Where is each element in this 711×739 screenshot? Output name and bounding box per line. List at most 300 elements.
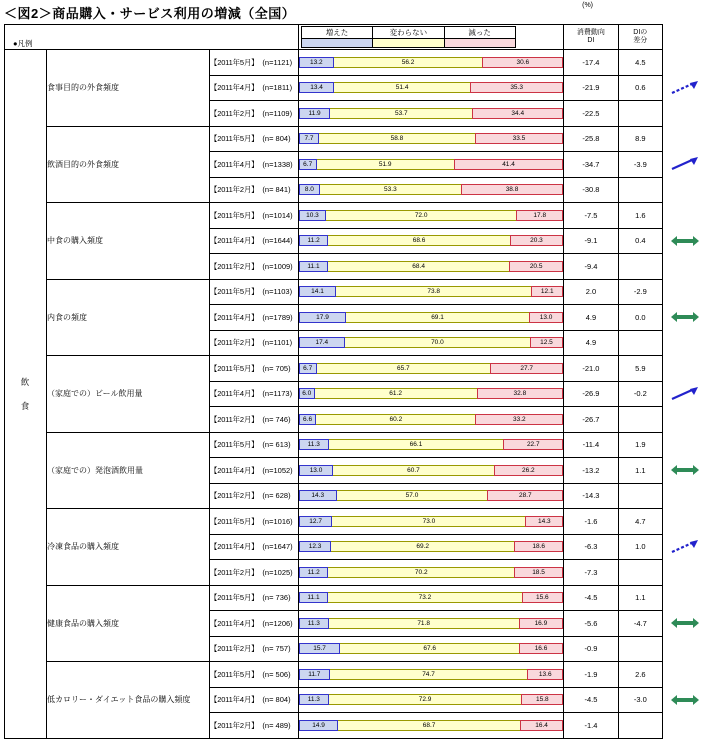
bar-segment-unchanged: 53.3	[320, 184, 461, 195]
bar-segment-unchanged: 70.0	[345, 337, 530, 348]
arrow-up-icon	[670, 387, 700, 401]
bar-segment-unchanged: 57.0	[337, 490, 488, 501]
di-diff-value: 1.6	[618, 203, 662, 229]
bar-cell	[298, 75, 563, 101]
period-label: 【2011年4月】	[209, 465, 259, 475]
di-value: -13.2	[564, 458, 618, 484]
bar-segment-increased: 11.2	[299, 567, 329, 578]
period-n-cell	[209, 279, 298, 305]
stacked-bar	[299, 261, 563, 272]
di-value: -1.9	[564, 662, 618, 688]
period-n-cell	[209, 407, 298, 433]
bar-cell	[298, 560, 563, 586]
sample-size: (n=1647)	[262, 542, 293, 552]
period-label: 【2011年5月】	[209, 593, 259, 603]
period-label: 【2011年5月】	[209, 287, 259, 297]
bar-segment-decreased: 18.6	[514, 541, 563, 552]
header-arrow-spacer	[663, 25, 707, 50]
di-value: -4.5	[564, 585, 618, 611]
bar-segment-unchanged: 73.2	[328, 592, 522, 603]
sample-size: (n= 746)	[262, 414, 291, 424]
di-value: -21.0	[564, 356, 618, 382]
di-diff-value: 1.0	[618, 534, 662, 560]
bar-segment-increased: 17.9	[299, 312, 346, 323]
period-n-cell	[209, 509, 298, 535]
di-diff-value	[618, 483, 662, 509]
stacked-bar	[299, 286, 563, 297]
bar-segment-unchanged: 74.7	[330, 669, 528, 680]
sample-size: (n=1644)	[262, 236, 293, 246]
di-value: -9.4	[564, 254, 618, 280]
period-n-cell	[209, 560, 298, 586]
di-diff-value	[618, 636, 662, 662]
item-label: 低カロリー・ダイエット食品の購入頻度	[46, 662, 209, 739]
di-value: -4.5	[564, 687, 618, 713]
bar-segment-unchanged: 68.6	[328, 235, 509, 246]
sample-size: (n=1014)	[262, 210, 293, 220]
di-diff-value: -0.2	[618, 381, 662, 407]
bar-segment-decreased: 26.2	[494, 465, 563, 476]
di-value: 4.9	[564, 330, 618, 356]
bar-segment-decreased: 38.8	[461, 184, 564, 195]
di-value: -22.5	[564, 101, 618, 127]
di-diff-value: -3.0	[618, 687, 662, 713]
bar-segment-decreased: 16.6	[519, 643, 563, 654]
item-label: （家庭での）ビール飲用量	[46, 356, 209, 433]
period-n-cell	[209, 432, 298, 458]
stacked-bar	[299, 210, 563, 221]
sample-size: (n=1206)	[262, 618, 293, 628]
period-label: 【2011年2月】	[209, 491, 259, 501]
di-value: -26.9	[564, 381, 618, 407]
di-value: -0.9	[564, 636, 618, 662]
stacked-bar	[299, 337, 563, 348]
stacked-bar	[299, 108, 563, 119]
bar-segment-decreased: 16.4	[520, 720, 563, 731]
sample-size: (n=1121)	[262, 57, 293, 67]
bar-cell	[298, 509, 563, 535]
period-label: 【2011年2月】	[209, 720, 259, 730]
bar-cell	[298, 381, 563, 407]
di-value: 4.9	[564, 305, 618, 331]
di-diff-value: 1.1	[618, 458, 662, 484]
bar-segment-unchanged: 68.7	[338, 720, 520, 731]
bar-segment-unchanged: 69.2	[331, 541, 514, 552]
bar-segment-unchanged: 68.4	[328, 261, 509, 272]
di-value: -26.7	[564, 407, 618, 433]
bar-segment-decreased: 35.3	[470, 82, 563, 93]
bar-segment-decreased: 13.6	[527, 669, 563, 680]
bar-cell	[298, 585, 563, 611]
period-label: 【2011年5月】	[209, 669, 259, 679]
sample-size: (n=1103)	[262, 287, 293, 297]
bar-segment-increased: 10.3	[299, 210, 326, 221]
bar-segment-decreased: 15.6	[522, 592, 563, 603]
stacked-bar	[299, 669, 563, 680]
bar-segment-increased: 11.1	[299, 592, 328, 603]
bar-segment-unchanged: 73.8	[336, 286, 531, 297]
period-label: 【2011年2月】	[209, 185, 259, 195]
table-row	[5, 126, 708, 152]
item-label: 冷凍食品の購入頻度	[46, 509, 209, 586]
item-label: 飲酒目的の外食頻度	[46, 126, 209, 203]
bar-segment-increased: 14.9	[299, 720, 338, 731]
period-label: 【2011年4月】	[209, 236, 259, 246]
sample-size: (n=1101)	[262, 338, 293, 348]
bar-segment-decreased: 28.7	[487, 490, 563, 501]
di-diff-value: 4.5	[618, 50, 662, 76]
di-diff-value	[618, 330, 662, 356]
bar-cell	[298, 407, 563, 433]
sample-size: (n=1025)	[262, 567, 293, 577]
stacked-bar	[299, 312, 563, 323]
di-diff-value: 5.9	[618, 356, 662, 382]
bar-cell	[298, 687, 563, 713]
bar-segment-increased: 11.3	[299, 439, 329, 450]
bar-segment-unchanged: 71.8	[329, 618, 519, 629]
bar-segment-increased: 13.2	[299, 57, 334, 68]
bar-segment-unchanged: 51.4	[334, 82, 470, 93]
period-n-cell	[209, 381, 298, 407]
bar-segment-unchanged: 56.2	[334, 57, 483, 68]
item-label: 内食の頻度	[46, 279, 209, 356]
stacked-bar	[299, 235, 563, 246]
legend-note: ●凡例	[13, 39, 33, 48]
table-row	[5, 432, 708, 458]
bar-segment-decreased: 30.6	[482, 57, 563, 68]
di-diff-value	[618, 101, 662, 127]
di-value: -34.7	[564, 152, 618, 178]
stacked-bar	[299, 618, 563, 629]
period-label: 【2011年2月】	[209, 644, 259, 654]
sample-size: (n= 841)	[262, 185, 291, 195]
bar-cell	[298, 458, 563, 484]
bar-segment-increased: 6.0	[299, 388, 315, 399]
period-n-cell	[209, 305, 298, 331]
bar-cell	[298, 126, 563, 152]
bar-segment-unchanged: 60.7	[333, 465, 494, 476]
sample-size: (n=1109)	[262, 108, 293, 118]
bar-segment-decreased: 18.5	[514, 567, 563, 578]
stacked-bar	[299, 516, 563, 527]
bar-segment-decreased: 20.5	[509, 261, 563, 272]
di-diff-value: 4.7	[618, 509, 662, 535]
period-label: 【2011年4月】	[209, 312, 259, 322]
bar-cell	[298, 483, 563, 509]
bar-segment-increased: 7.7	[299, 133, 319, 144]
sample-size: (n=1173)	[262, 389, 293, 399]
di-diff-value: -3.9	[618, 152, 662, 178]
stacked-bar	[299, 465, 563, 476]
bar-segment-unchanged: 72.0	[326, 210, 516, 221]
period-n-cell	[209, 458, 298, 484]
period-label: 【2011年4月】	[209, 159, 259, 169]
period-label: 【2011年4月】	[209, 542, 259, 552]
bar-segment-unchanged: 67.6	[340, 643, 519, 654]
di-diff-value: 0.4	[618, 228, 662, 254]
bar-segment-decreased: 14.3	[525, 516, 563, 527]
trend-arrow-cell	[663, 279, 707, 356]
sample-size: (n=1016)	[262, 516, 293, 526]
bar-segment-decreased: 13.0	[529, 312, 563, 323]
bar-cell	[298, 203, 563, 229]
di-value: -5.6	[564, 611, 618, 637]
bar-segment-increased: 13.0	[299, 465, 333, 476]
bar-segment-decreased: 41.4	[454, 159, 563, 170]
period-n-cell	[209, 203, 298, 229]
di-diff-value	[618, 713, 662, 739]
bar-segment-unchanged: 61.2	[315, 388, 477, 399]
bar-segment-increased: 6.7	[299, 363, 317, 374]
sample-size: (n=1009)	[262, 261, 293, 271]
sample-size: (n= 705)	[262, 363, 291, 373]
stacked-bar	[299, 184, 563, 195]
item-label: 中食の購入頻度	[46, 203, 209, 280]
di-value: -7.5	[564, 203, 618, 229]
di-diff-value: 1.1	[618, 585, 662, 611]
bar-segment-increased: 11.9	[299, 108, 330, 119]
bar-segment-increased: 11.1	[299, 261, 328, 272]
bar-segment-increased: 15.7	[299, 643, 341, 654]
period-label: 【2011年5月】	[209, 57, 259, 67]
bar-segment-increased: 11.3	[299, 618, 329, 629]
period-n-cell	[209, 356, 298, 382]
period-label: 【2011年2月】	[209, 261, 259, 271]
period-n-cell	[209, 687, 298, 713]
legend-table	[301, 26, 516, 48]
header-di: 消費動向 DI	[564, 25, 618, 50]
table-row	[5, 279, 708, 305]
legend-bar-header	[298, 25, 563, 50]
legend-label-unchanged: 変わらない	[373, 27, 444, 39]
di-diff-value	[618, 177, 662, 203]
arrow-up-dotted-icon	[670, 81, 700, 95]
bar-cell	[298, 330, 563, 356]
stacked-bar	[299, 133, 563, 144]
period-n-cell	[209, 152, 298, 178]
di-value: -21.9	[564, 75, 618, 101]
bar-segment-increased: 17.4	[299, 337, 345, 348]
legend-cell	[5, 25, 299, 50]
period-n-cell	[209, 662, 298, 688]
bar-cell	[298, 432, 563, 458]
period-n-cell	[209, 254, 298, 280]
di-value: -9.1	[564, 228, 618, 254]
trend-arrow-cell	[663, 126, 707, 203]
bar-segment-unchanged: 66.1	[329, 439, 504, 450]
stacked-bar	[299, 541, 563, 552]
period-n-cell	[209, 75, 298, 101]
sample-size: (n=1811)	[262, 83, 293, 93]
period-label: 【2011年4月】	[209, 695, 259, 705]
bar-cell	[298, 152, 563, 178]
period-label: 【2011年2月】	[209, 338, 259, 348]
di-diff-value: 0.0	[618, 305, 662, 331]
di-value: -11.4	[564, 432, 618, 458]
sample-size: (n= 506)	[262, 669, 291, 679]
di-value: -7.3	[564, 560, 618, 586]
period-label: 【2011年5月】	[209, 363, 259, 373]
stacked-bar	[299, 592, 563, 603]
bar-cell	[298, 254, 563, 280]
trend-arrow-cell	[663, 432, 707, 509]
bar-segment-increased: 12.7	[299, 516, 333, 527]
trend-arrow-cell	[663, 585, 707, 662]
bar-segment-unchanged: 70.2	[328, 567, 514, 578]
period-n-cell	[209, 534, 298, 560]
bar-segment-unchanged: 53.7	[330, 108, 472, 119]
arrow-flat-icon	[670, 311, 700, 323]
period-n-cell	[209, 611, 298, 637]
trend-arrow-cell	[663, 356, 707, 433]
di-diff-value	[618, 560, 662, 586]
item-label: （家庭での）発泡酒飲用量	[46, 432, 209, 509]
bar-segment-unchanged: 51.9	[317, 159, 454, 170]
legend-label-decreased: 減った	[444, 27, 515, 39]
period-label: 【2011年2月】	[209, 567, 259, 577]
header-row	[5, 25, 708, 50]
bar-segment-decreased: 27.7	[490, 363, 563, 374]
period-n-cell	[209, 126, 298, 152]
bar-segment-increased: 13.4	[299, 82, 334, 93]
unit-label: (%)	[582, 2, 593, 9]
di-value: -6.3	[564, 534, 618, 560]
bar-segment-increased: 11.7	[299, 669, 330, 680]
di-value: -30.8	[564, 177, 618, 203]
bar-segment-decreased: 34.4	[472, 108, 563, 119]
bar-segment-unchanged: 69.1	[346, 312, 529, 323]
bar-cell	[298, 177, 563, 203]
stacked-bar	[299, 720, 563, 731]
di-diff-value: 8.9	[618, 126, 662, 152]
legend-swatch-decreased	[444, 39, 515, 48]
page-title: ＜図2＞商品購入・サービス利用の増減（全国）	[4, 6, 296, 21]
period-label: 【2011年5月】	[209, 516, 259, 526]
legend-label-increased: 増えた	[301, 27, 372, 39]
di-diff-value: 1.9	[618, 432, 662, 458]
bar-segment-unchanged: 60.2	[316, 414, 475, 425]
bar-segment-increased: 8.0	[299, 184, 320, 195]
period-n-cell	[209, 330, 298, 356]
sample-size: (n=1052)	[262, 465, 293, 475]
stacked-bar	[299, 57, 563, 68]
bar-segment-increased: 11.2	[299, 235, 329, 246]
table-row	[5, 509, 708, 535]
bar-segment-decreased: 20.3	[510, 235, 564, 246]
trend-arrow-cell	[663, 509, 707, 586]
stacked-bar	[299, 363, 563, 374]
di-value: 2.0	[564, 279, 618, 305]
trend-arrow-cell	[663, 50, 707, 127]
table-row	[5, 585, 708, 611]
period-n-cell	[209, 483, 298, 509]
header-diff: DIの 差分	[618, 25, 662, 50]
arrow-flat-icon	[670, 694, 700, 706]
sample-size: (n= 804)	[262, 695, 291, 705]
sample-size: (n=1789)	[262, 312, 293, 322]
period-label: 【2011年5月】	[209, 210, 259, 220]
table-row	[5, 203, 708, 229]
legend-swatch-unchanged	[373, 39, 444, 48]
bar-segment-increased: 6.7	[299, 159, 317, 170]
bar-segment-decreased: 15.8	[521, 694, 563, 705]
stacked-bar	[299, 694, 563, 705]
period-label: 【2011年5月】	[209, 134, 259, 144]
item-label: 食事目的の外食頻度	[46, 50, 209, 127]
di-value: -14.3	[564, 483, 618, 509]
bar-segment-decreased: 22.7	[503, 439, 563, 450]
bar-cell	[298, 279, 563, 305]
bar-segment-unchanged: 58.8	[319, 133, 474, 144]
category-label: 飲 食	[5, 50, 47, 739]
chart-table	[4, 24, 707, 739]
bar-segment-increased: 11.3	[299, 694, 329, 705]
arrow-flat-icon	[670, 235, 700, 247]
bar-segment-increased: 14.1	[299, 286, 336, 297]
arrow-up-icon	[670, 157, 700, 171]
period-n-cell	[209, 177, 298, 203]
sample-size: (n= 613)	[262, 440, 291, 450]
bar-segment-increased: 12.3	[299, 541, 331, 552]
bar-segment-increased: 6.6	[299, 414, 316, 425]
bar-segment-decreased: 16.9	[519, 618, 564, 629]
period-n-cell	[209, 228, 298, 254]
bar-segment-unchanged: 72.9	[329, 694, 522, 705]
table-row	[5, 50, 708, 76]
di-diff-value: -2.9	[618, 279, 662, 305]
bar-cell	[298, 713, 563, 739]
legend-swatch-increased	[301, 39, 372, 48]
period-n-cell	[209, 50, 298, 76]
trend-arrow-cell	[663, 203, 707, 280]
stacked-bar	[299, 439, 563, 450]
di-value: -1.4	[564, 713, 618, 739]
trend-arrow-cell	[663, 662, 707, 739]
bar-cell	[298, 305, 563, 331]
di-diff-value: -4.7	[618, 611, 662, 637]
bar-cell	[298, 50, 563, 76]
arrow-up-dotted-icon	[670, 540, 700, 554]
sample-size: (n= 804)	[262, 134, 291, 144]
stacked-bar	[299, 567, 563, 578]
period-label: 【2011年4月】	[209, 618, 259, 628]
bar-segment-decreased: 32.8	[477, 388, 564, 399]
period-label: 【2011年4月】	[209, 389, 259, 399]
arrow-flat-icon	[670, 617, 700, 629]
di-value: -25.8	[564, 126, 618, 152]
stacked-bar	[299, 82, 563, 93]
di-value: -17.4	[564, 50, 618, 76]
period-label: 【2011年4月】	[209, 83, 259, 93]
bar-cell	[298, 228, 563, 254]
stacked-bar	[299, 490, 563, 501]
di-value: -1.6	[564, 509, 618, 535]
bar-cell	[298, 662, 563, 688]
bar-segment-increased: 14.3	[299, 490, 337, 501]
di-diff-value	[618, 407, 662, 433]
arrow-flat-icon	[670, 464, 700, 476]
di-diff-value: 2.6	[618, 662, 662, 688]
period-n-cell	[209, 585, 298, 611]
di-diff-value	[618, 254, 662, 280]
bar-cell	[298, 356, 563, 382]
sample-size: (n= 628)	[262, 491, 291, 501]
bar-segment-decreased: 17.8	[516, 210, 563, 221]
period-n-cell	[209, 101, 298, 127]
item-label: 健康食品の購入頻度	[46, 585, 209, 662]
stacked-bar	[299, 414, 563, 425]
bar-cell	[298, 636, 563, 662]
